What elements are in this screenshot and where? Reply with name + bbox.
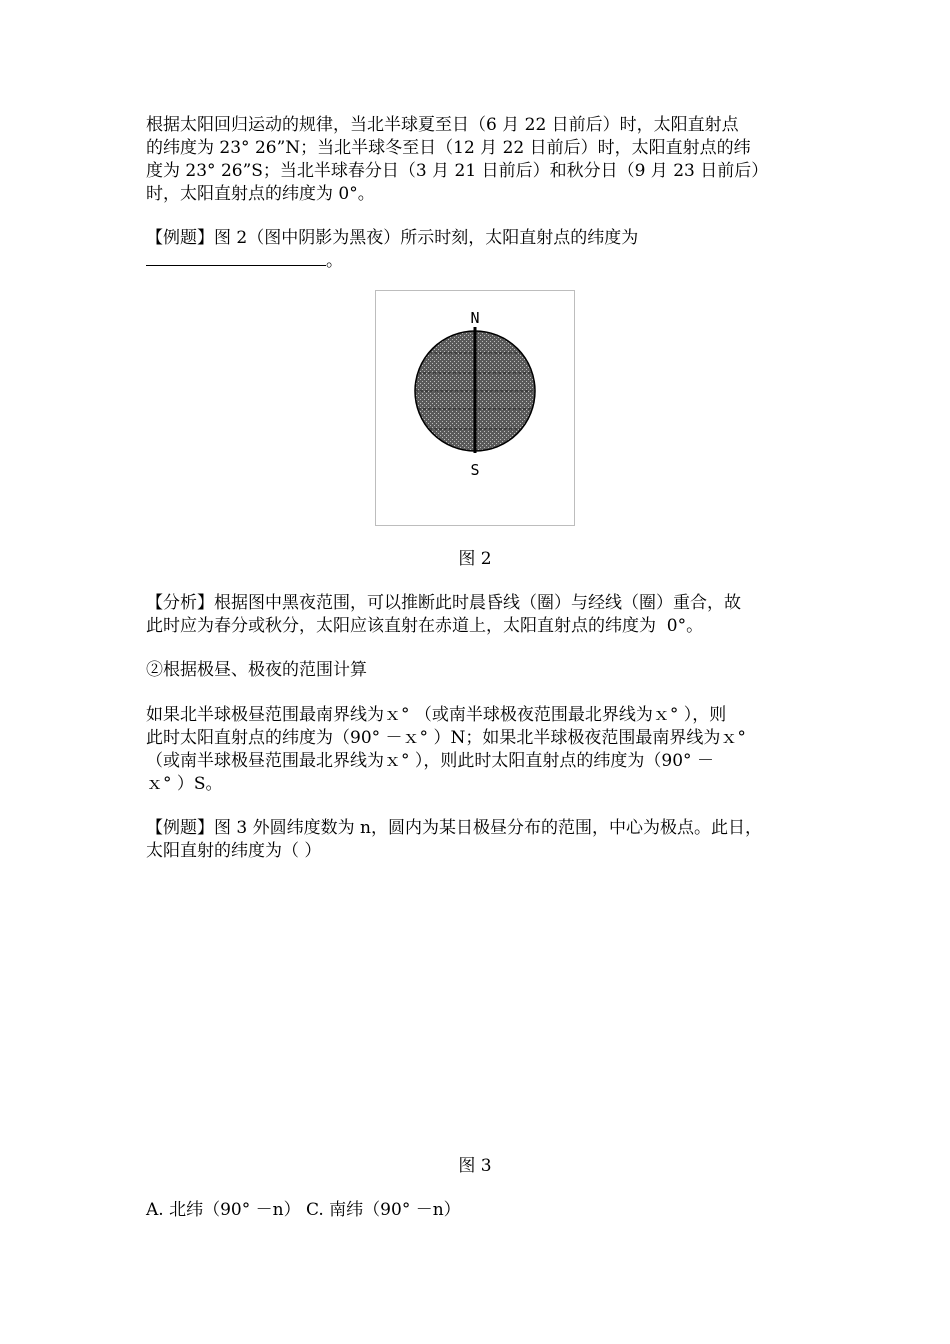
- example1-paragraph: [146, 227, 816, 273]
- text-line: 此时应为春分或秋分，太阳应该直射在赤道上，太阳直射点的纬度为 0°。: [146, 616, 704, 636]
- text-line: [146, 250, 816, 273]
- text-line: 此时太阳直射点的纬度为（90° －ｘ° ）N；如果北半球极夜范围最南界线为ｘ°: [146, 728, 746, 748]
- answer-blank: [146, 251, 326, 266]
- label-south: S: [470, 461, 480, 479]
- text-line: 如果北半球极昼范围最南界线为ｘ° （或南半球极夜范围最北界线为ｘ° ），则: [146, 705, 727, 725]
- figure3-caption: 图 3: [458, 1156, 492, 1176]
- text-line: 根据太阳回归运动的规律，当北半球夏至日（6 月 22 日前后）时，太阳直射点: [146, 115, 739, 135]
- text-line: 太阳直射的纬度为（ ）: [146, 841, 322, 861]
- analysis-paragraph: [146, 592, 816, 638]
- intro-paragraph: [146, 114, 816, 206]
- answer-options: [146, 1199, 816, 1222]
- text-line: 的纬度为 23° 26”N；当北半球冬至日（12 月 22 日前后）时，太阳直射点的纬: [146, 138, 751, 158]
- text-line: ｘ° ）S。: [146, 774, 223, 794]
- globe-diagram: [376, 291, 574, 525]
- figure2-frame: [375, 290, 575, 526]
- text-line: 【例题】图 3 外圆纬度数为 n，圆内为某日极昼分布的范围，中心为极点。此日，: [146, 818, 762, 838]
- rule-paragraph: [146, 704, 816, 796]
- text-line: 【例题】图 2（图中阴影为黑夜）所示时刻，太阳直射点的纬度为: [146, 228, 639, 248]
- label-north: N: [470, 309, 480, 327]
- text-line: 度为 23° 26”S；当北半球春分日（3 月 21 日前后）和秋分日（9 月 23 日前后）: [146, 161, 769, 181]
- period: 。: [326, 251, 343, 271]
- options-line: A. 北纬（90° －n） C. 南纬（90° －n）: [146, 1200, 461, 1220]
- text-line: 时，太阳直射点的纬度为 0°。: [146, 184, 375, 204]
- section2-title: ②根据极昼、极夜的范围计算: [146, 660, 367, 680]
- text-line: 【分析】根据图中黑夜范围，可以推断此时晨昏线（圈）与经线（圈）重合，故: [146, 593, 741, 613]
- figure2-caption: 图 2: [458, 549, 492, 569]
- example2-paragraph: [146, 817, 816, 863]
- text-line: （或南半球极昼范围最北界线为ｘ° ），则此时太阳直射点的纬度为（90° －: [146, 751, 714, 771]
